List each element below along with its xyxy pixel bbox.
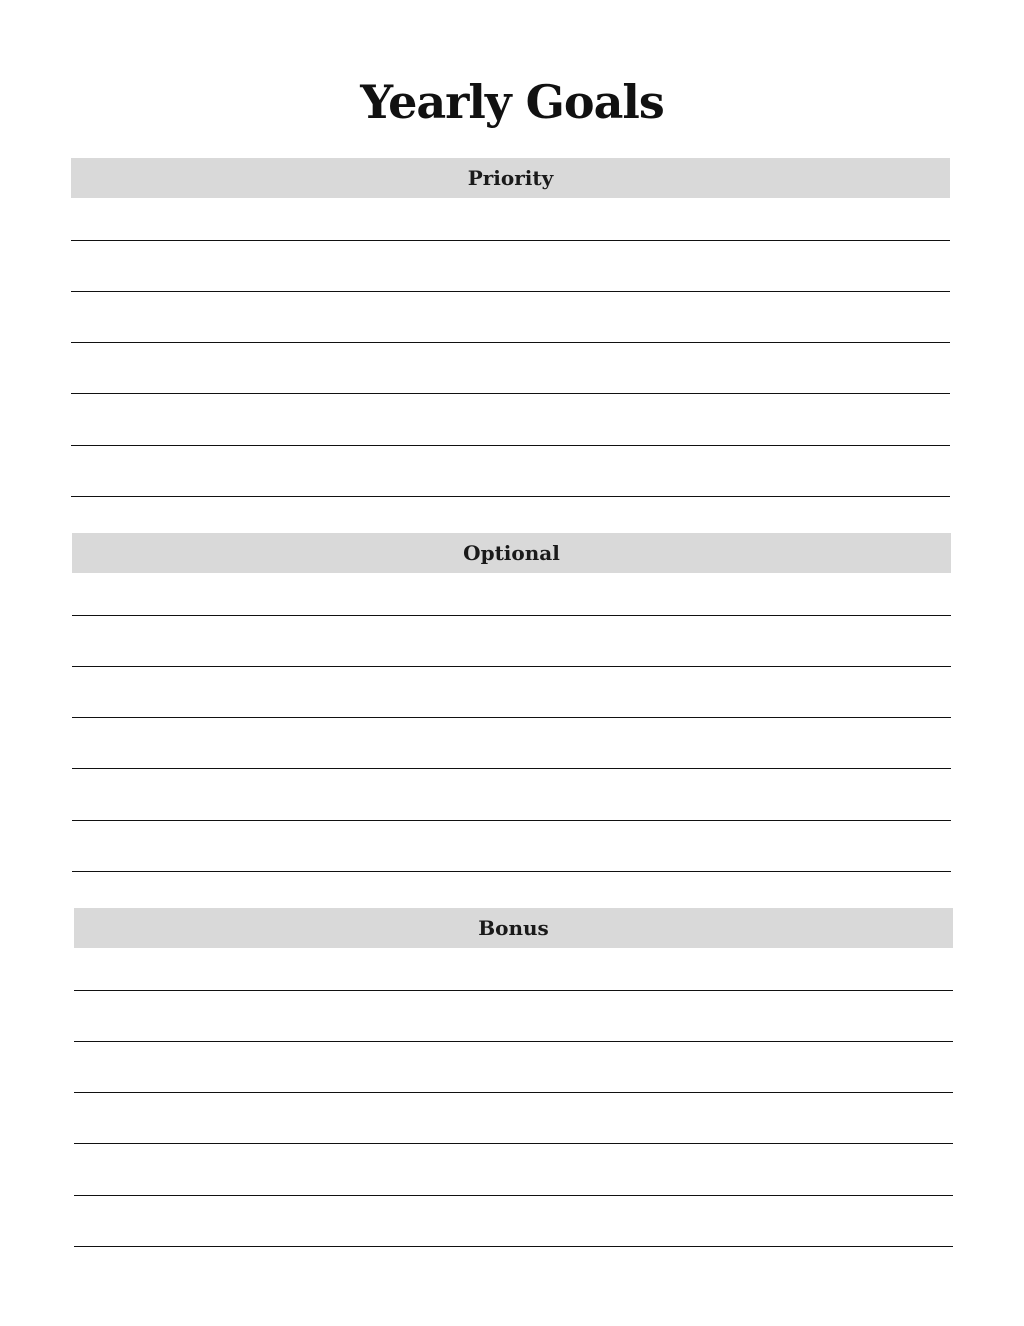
- section-label-optional: Optional: [463, 541, 560, 565]
- writing-lines-optional: [72, 573, 951, 872]
- section-label-priority: Priority: [467, 166, 554, 190]
- writing-line: [72, 616, 951, 667]
- writing-lines-bonus: [74, 948, 953, 1247]
- writing-line: [74, 1144, 953, 1195]
- writing-line: [74, 1093, 953, 1144]
- writing-line: [71, 343, 950, 394]
- writing-line: [71, 292, 950, 343]
- writing-line: [74, 991, 953, 1042]
- section-priority: [71, 158, 950, 497]
- writing-line: [72, 573, 951, 616]
- writing-line: [72, 718, 951, 769]
- writing-line: [71, 394, 950, 445]
- writing-line: [72, 821, 951, 872]
- section-bonus: [74, 908, 953, 1247]
- writing-line: [71, 446, 950, 497]
- writing-line: [71, 241, 950, 292]
- section-optional: [72, 533, 951, 872]
- writing-line: [72, 769, 951, 820]
- writing-line: [74, 1196, 953, 1247]
- writing-lines-priority: [71, 198, 950, 497]
- section-header-priority: [71, 158, 950, 198]
- section-header-bonus: [74, 908, 953, 948]
- page-title: Yearly Goals: [360, 75, 664, 129]
- section-label-bonus: Bonus: [478, 916, 549, 940]
- writing-line: [71, 198, 950, 241]
- writing-line: [72, 667, 951, 718]
- section-header-optional: [72, 533, 951, 573]
- writing-line: [74, 948, 953, 991]
- writing-line: [74, 1042, 953, 1093]
